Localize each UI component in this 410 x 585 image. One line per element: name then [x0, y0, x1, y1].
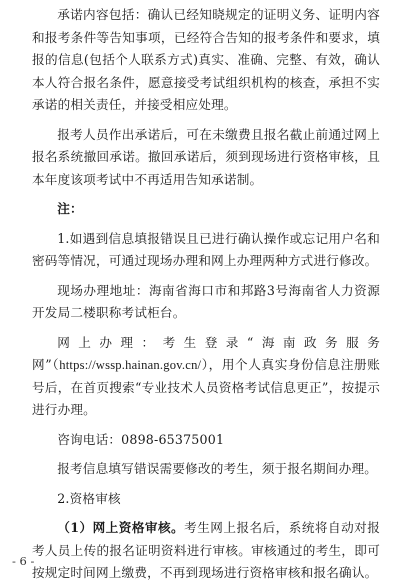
online-review-label: （1）网上资格审核。 [57, 520, 185, 535]
online-process-text-a: 网上办理：考生登录“海南政务服务网”（ [32, 334, 380, 372]
online-review-text: 考生网上报名后，系统将自动对报考人员上传的报名证明资料进行审核。审核通过的考生，即可按规定时间网上缴费，不再到现场进行资格审核和报名确认。 [32, 520, 381, 580]
modify-deadline-paragraph: 报考信息填写错误需要修改的考生，须于报名期间办理。 [57, 461, 378, 476]
online-process-paragraph [0, 332, 410, 422]
hotline-paragraph: 咨询电话：0898-65375001 [57, 431, 225, 447]
note-item-1-paragraph: 1.如遇到信息填报错误且已进行确认操作或忘记用户名和密码等情况，可通过现场办理和网上办理两种方式进行修改。 [32, 230, 380, 268]
note-heading: 注： [57, 201, 83, 216]
qualification-review-heading: 2.资格审核 [57, 490, 121, 506]
withdraw-commitment-paragraph: 报考人员作出承诺后，可在未缴费且报名截止前通过网上报名系统撤回承诺。撤回承诺后，须到现场进行资格审核，且本年度该项考试中不再适用告知承诺制。 [32, 126, 380, 187]
portal-url: https://wssp.hainan.gov.cn/ [59, 358, 202, 372]
commitment-content-paragraph: 承诺内容包括：确认已经知晓规定的证明义务、证明内容和报考条件等告知事项，已经符合告知的报考条件和要求，填报的信息(包括个人联系方式)真实、准确、完整、有效，确认本人符合报名条件，愿意接受考试组织机构的核查，承担不实承诺的相关责任，并接受相应处理。 [32, 7, 380, 112]
online-review-paragraph [0, 517, 410, 585]
onsite-address-paragraph: 现场办理地址：海南省海口市和邦路3号海南省人力资源开发局二楼职称考试柜台。 [32, 282, 380, 320]
online-process-text-b: ），用个人真实身份信息注册账号后，在首页搜索“专业技术人员资格考试信息更正”，按提示进行办理。 [32, 357, 380, 417]
page-number: - 6 - [12, 554, 35, 568]
